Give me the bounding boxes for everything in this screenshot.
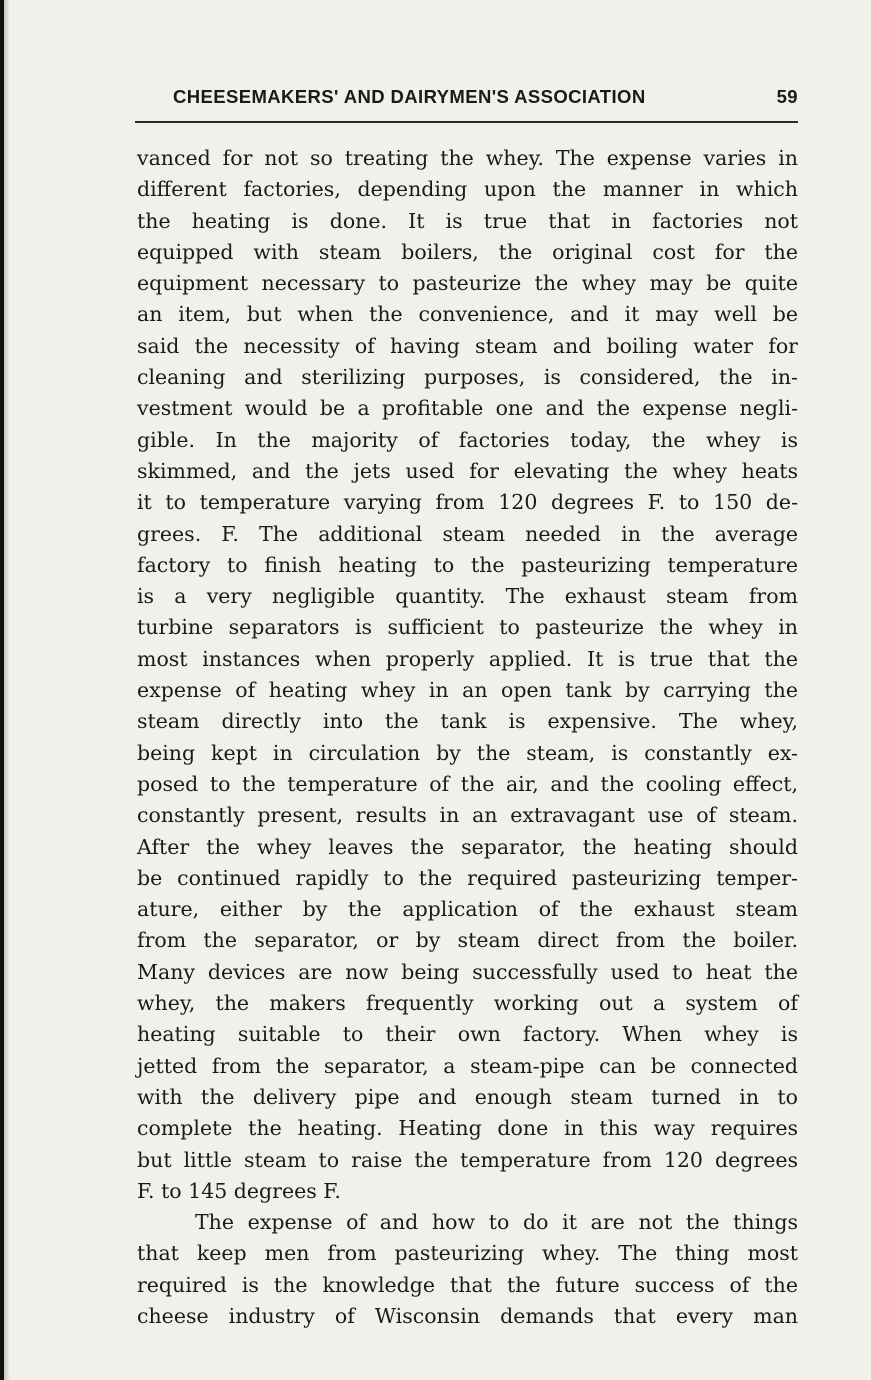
paragraph-1	[137, 143, 798, 1207]
text-line: jetted from the separator, a steam-pipe can be connected	[137, 1053, 798, 1078]
running-header	[137, 86, 798, 116]
text-line: ature, either by the application of the exhaust steam	[137, 897, 798, 922]
text-line: from the separator, or by steam direct from the boiler.	[137, 928, 798, 953]
page-binding-shadow	[4, 0, 10, 1380]
text-line: posed to the temperature of the air, and the cooling effect,	[137, 771, 798, 796]
text-line: grees. F. The additional steam needed in the average	[137, 521, 798, 546]
text-line: being kept in circulation by the steam, is constantly ex-	[137, 740, 798, 765]
text-line: gible. In the majority of factories today, the whey is	[137, 427, 798, 452]
text-line: but little steam to raise the temperature from 120 degrees	[137, 1147, 798, 1172]
header-rule	[135, 121, 798, 123]
text-line: with the delivery pipe and enough steam turned in to	[137, 1084, 798, 1109]
running-header-title: CHEESEMAKERS' AND DAIRYMEN'S ASSOCIATION	[173, 86, 646, 107]
text-line: that keep men from pasteurizing whey. The thing most	[137, 1241, 798, 1266]
text-line: most instances when properly applied. It is true that the	[137, 646, 798, 671]
text-line: steam directly into the tank is expensive. The whey,	[137, 709, 798, 734]
body-text	[137, 143, 798, 1332]
text-line: factory to finish heating to the pasteurizing temperature	[137, 552, 798, 577]
text-line: equipment necessary to pasteurize the whey may be quite	[137, 271, 798, 296]
text-line: is a very negligible quantity. The exhaust steam from	[137, 584, 798, 609]
text-line: required is the knowledge that the future success of the	[137, 1272, 798, 1297]
text-line: equipped with steam boilers, the original cost for the	[137, 239, 798, 264]
text-line: cheese industry of Wisconsin demands that every man	[137, 1303, 798, 1328]
text-line: vestment would be a profitable one and the expense negli-	[137, 396, 798, 421]
text-line: Many devices are now being successfully used to heat the	[137, 959, 798, 984]
text-line: F. to 145 degrees F.	[137, 1178, 341, 1203]
text-line: skimmed, and the jets used for elevating the whey heats	[137, 458, 798, 483]
text-line: vanced for not so treating the whey. The expense varies in	[137, 146, 798, 170]
text-line: cleaning and sterilizing purposes, is considered, the in-	[137, 365, 798, 390]
text-line: constantly present, results in an extravagant use of steam.	[137, 803, 798, 828]
paragraph-2	[137, 1207, 798, 1332]
text-line: After the whey leaves the separator, the heating should	[137, 834, 798, 859]
text-line: different factories, depending upon the manner in which	[137, 177, 798, 202]
text-line: heating suitable to their own factory. When whey is	[137, 1022, 798, 1047]
text-line: an item, but when the convenience, and it may well be	[137, 302, 798, 327]
text-line: said the necessity of having steam and boiling water for	[137, 333, 798, 358]
text-line: the heating is done. It is true that in factories not	[137, 208, 798, 233]
text-line: it to temperature varying from 120 degrees F. to 150 de-	[137, 490, 798, 515]
text-line: expense of heating whey in an open tank by carrying the	[137, 678, 798, 703]
text-line: whey, the makers frequently working out a system of	[137, 991, 798, 1016]
text-line: be continued rapidly to the required pasteurizing temper-	[137, 865, 798, 890]
text-line: complete the heating. Heating done in this way requires	[137, 1116, 798, 1141]
text-line: turbine separators is sufficient to pasteurize the whey in	[137, 615, 798, 640]
text-line: The expense of and how to do it are not the things	[195, 1210, 798, 1235]
page-number: 59	[776, 86, 798, 107]
